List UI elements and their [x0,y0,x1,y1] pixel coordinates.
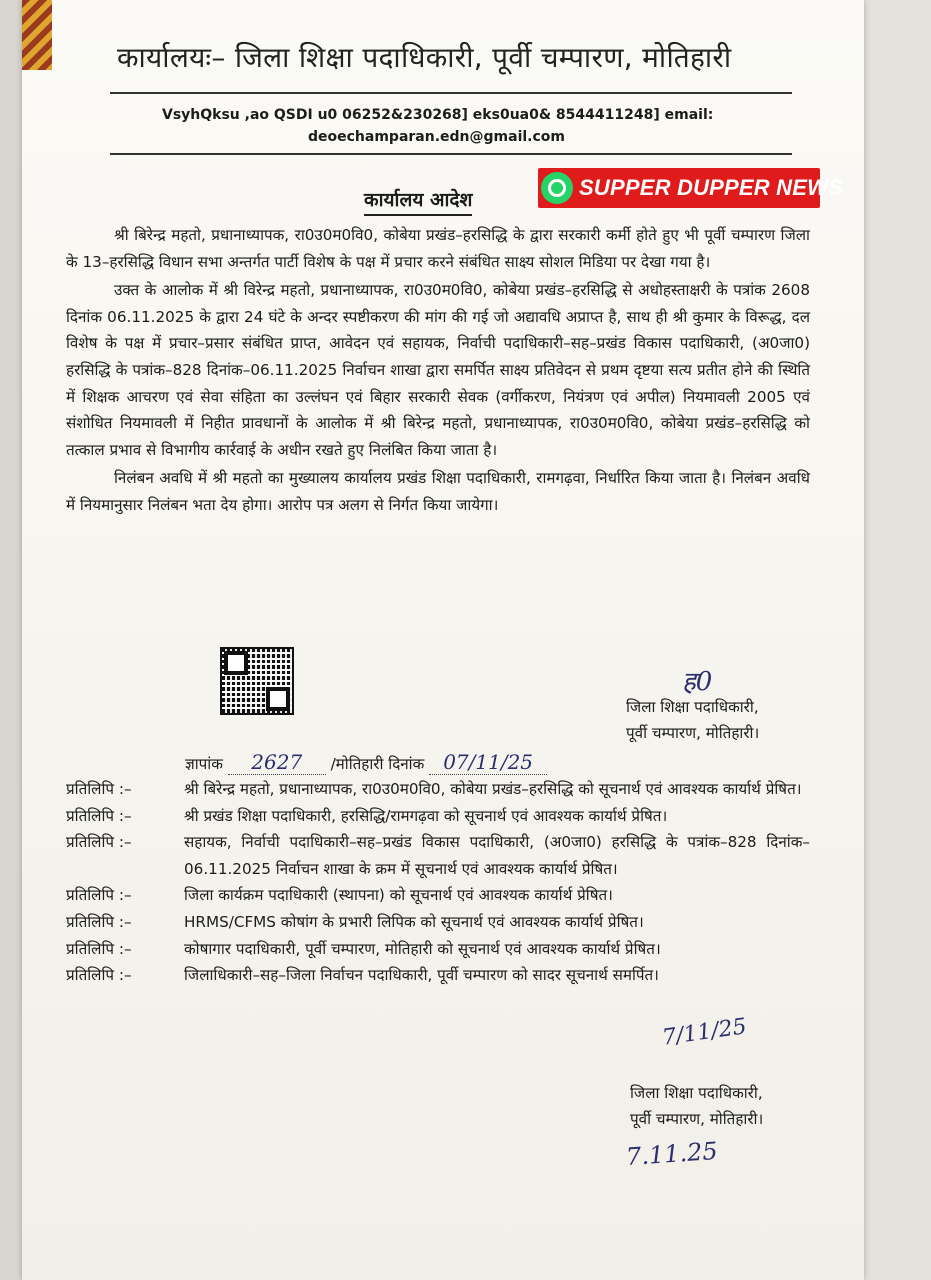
order-title: कार्यालय आदेश [364,186,472,216]
copy-label: प्रतिलिपि :– [66,780,132,798]
reference-middle: /मोतिहारी दिनांक [330,755,425,773]
whatsapp-icon [541,172,573,204]
signatory-location-2: पूर्वी चम्पारण, मोतिहारी। [630,1110,764,1128]
copy-item [66,962,810,989]
copy-label: प्रतिलिपि :– [66,833,132,852]
copy-text: HRMS/CFMS कोषांग के प्रभारी लिपिक को सूचनार्थ एवं आवश्यक कार्यार्थ प्रेषित। [184,912,644,931]
signatory-block-2 [630,1080,763,1132]
order-paragraph-3: निलंबन अवधि में श्री महतो का मुख्यालय कार्यालय प्रखंड शिक्षा पदाधिकारी, रामगढ़वा, निर्धारित किया जाता है। निलंबन अवधि में नियमानुसार निलंबन भता देय होगा। आरोप पत्र अलग से निर्गत किया जायेगा। [66,469,810,514]
contact-line-phone: VsyhQksu ,ao QSDI u0 06252&230268] eks0ua0& 8544411248] email: [162,107,714,123]
copy-label: प्रतिलिपि :– [66,912,132,931]
signatory-block [626,694,759,746]
copy-text: श्री बिरेन्द्र महतो, प्रधानाध्यापक, रा0उ0म0वि0, कोबेया प्रखंड–हरसिद्धि को सूचनार्थ एवं आवश्यक कार्यार्थ प्रेषित। [184,780,802,798]
header-rule-bottom [110,153,792,155]
order-body [66,222,810,521]
copy-item [66,882,810,909]
news-watermark-badge [538,168,843,208]
copy-text: सहायक, निर्वाची पदाधिकारी–सह–प्रखंड विकास पदाधिकारी, (अ0जा0) हरसिद्धि के पत्रांक–828 दिनांक–06.11.2025 निर्वाचन शाखा के क्रम में सूचनार्थ एवं आवश्यक कार्यार्थ प्रेषित। [184,833,810,878]
order-paragraph-1: श्री बिरेन्द्र महतो, प्रधानाध्यापक, रा0उ0म0वि0, कोबेया प्रखंड–हरसिद्धि के द्वारा सरकारी कर्मी होते हुए भी पूर्वी चम्पारण जिला के 13–हरसिद्धि विधान सभा अन्तर्गत पार्टी विशेष के पक्ष में प्रचार करने संबंधित साक्ष्य सोशल मिडिया पर देखा गया है। [66,226,810,271]
watermark-text: SUPPER DUPPER NEWS [579,175,843,200]
qr-code [220,647,294,715]
reference-label: ज्ञापांक [185,755,223,773]
copy-label: प्रतिलिपि :– [66,886,132,905]
copy-label: प्रतिलिपि :– [66,939,132,958]
signatory-designation-2: जिला शिक्षा पदाधिकारी, [630,1084,763,1102]
copy-item [66,776,810,803]
copy-text: जिलाधिकारी–सह–जिला निर्वाचन पदाधिकारी, पूर्वी चम्पारण को सादर सूचनार्थ समर्पित। [184,966,659,985]
signature-mark: ह0 [682,667,713,697]
signature-mark-2: 7/11/25 [660,1014,749,1051]
copy-item [66,803,810,830]
background-edge [864,0,931,1280]
order-paragraph-2: उक्त के आलोक में श्री विरेन्द्र महतो, प्रधानाध्यापक, रा0उ0म0वि0, कोबेया प्रखंड–हरसिद्धि से अधोहस्ताक्षरी के पत्रांक 2608 दिनांक 06.11.2025 के द्वारा 24 घंटे के अन्दर स्पष्टीकरण की मांग की गई जो अद्यावधि अप्राप्त है, साथ ही श्री कुमार के विरूद्ध, दल विशेष के पक्ष में प्रचार–प्रसार संबंधित प्राप्त, आवेदन एवं सहायक, निर्वाची पदाधिकारी–सह–प्रखंड विकास पदाधिकारी, (अ0जा0) हरसिद्धि के पत्रांक–828 दिनांक–06.11.2025 निर्वाचन शाखा द्वारा समर्पित साक्ष्य प्रतिवेदन से प्रथम दृष्टया सत्य प्रतीत होने की स्थिति में शिक्षक आचरण एवं सेवा संहिता का उल्लंघन एवं बिहार सरकारी सेवक (वर्गीकरण, नियंत्रण एवं अपील) नियमावली 2005 एवं संशोधित नियमावली में निहीत प्रावधानों के आलोक में श्री बिरेन्द्र महतो, प्रधानाध्यापक, रा0उ0म0वि0, कोबेया प्रखंड–हरसिद्धि को तत्काल प्रभाव से विभागीय कार्रवाई के अधीन रखते हुए निलंबित किया जाता है। [66,281,810,459]
copy-label: प्रतिलिपि :– [66,806,132,825]
copy-text: जिला कार्यक्रम पदाधिकारी (स्थापना) को सूचनार्थ एवं आवश्यक कार्यार्थ प्रेषित। [184,886,613,905]
copy-text: कोषागार पदाधिकारी, पूर्वी चम्पारण, मोतिहारी को सूचनार्थ एवं आवश्यक कार्यार्थ प्रेषित। [184,939,661,958]
document-page [22,0,864,1280]
copy-item [66,936,810,963]
signatory-location: पूर्वी चम्पारण, मोतिहारी। [626,724,760,742]
office-title: कार्यालयः– जिला शिक्षा पदाधिकारी, पूर्वी चम्पारण, मोतिहारी [117,41,732,74]
copy-item [66,909,810,936]
copy-list [66,776,810,989]
reference-number: 2627 [228,750,326,775]
corner-decoration [22,0,52,70]
copy-text: श्री प्रखंड शिक्षा पदाधिकारी, हरसिद्धि/रामगढ़वा को सूचनार्थ एवं आवश्यक कार्यार्थ प्रेषित। [184,806,668,825]
header-rule-top [110,92,792,94]
contact-block [162,104,722,148]
reference-line [185,750,547,775]
contact-line-email: deoechamparan.edn@gmail.com [308,129,565,145]
copy-item [66,829,810,882]
signature-date: 7.11.25 [625,1136,719,1172]
copy-label: प्रतिलिपि :– [66,966,132,985]
reference-date: 07/11/25 [429,750,547,775]
signatory-designation: जिला शिक्षा पदाधिकारी, [626,698,759,716]
